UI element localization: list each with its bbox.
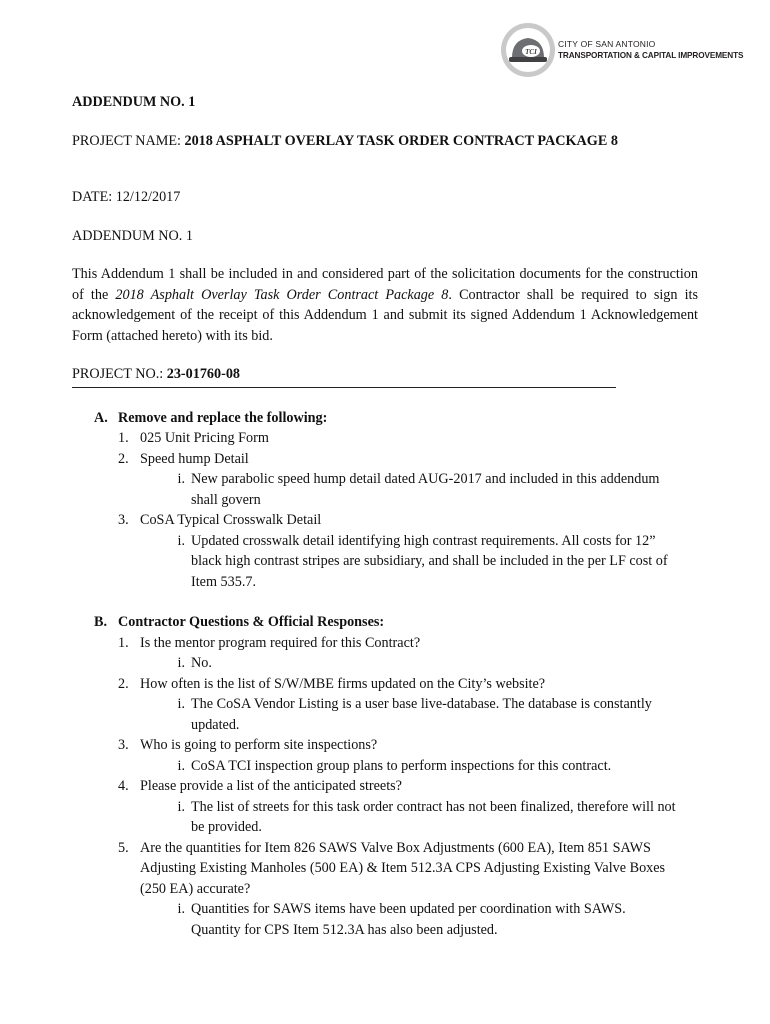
section-a-heading: Remove and replace the following: [118,409,328,426]
question-item [118,776,698,797]
question-text: Who is going to perform site inspections? [140,737,378,753]
list-item [118,510,698,531]
answer-item [166,797,698,838]
question-number: 3. [118,737,129,753]
project-number-label: PROJECT NO.: [72,366,167,382]
document-body [72,92,698,940]
sub-number: i. [177,532,185,549]
section-b-letter: B. [94,614,108,630]
answer-item [166,899,698,940]
question-text: Is the mentor program required for this Contract? [140,634,421,651]
answer-text: Quantities for SAWS items have been updated per coordination with SAWS. Quantity for CPS Item 512.3A has also been adjusted. [191,901,626,938]
logo-department: TRANSPORTATION & CAPITAL IMPROVEMENTS [558,51,744,60]
answer-number: i. [177,696,185,712]
project-number: 23-01760-08 [166,366,241,382]
question-text: Are the quantities for Item 826 SAWS Valve Box Adjustments (600 EA), Item 851 SAWS Adjusting Existing Manholes (500 EA) & Item 512.3A CPS Adjusting Existing Valve Boxes (250 EA) accurate? [140,839,666,897]
answer-number: i. [177,655,185,671]
list-text: CoSA Typical Crosswalk Detail [140,512,322,528]
addendum-subtitle: ADDENDUM NO. 1 [72,227,193,244]
section-a-letter: A. [94,409,108,426]
answer-item [166,756,698,777]
question-number: 5. [118,839,129,856]
question-number: 1. [118,634,129,651]
addendum-title: ADDENDUM NO. 1 [72,94,196,110]
intro-part-1: This Addendum 1 shall be included in and considered part of the solicitation documents for the construction of the [72,266,698,303]
section-b [94,612,698,633]
question-number: 2. [118,675,129,692]
document-date: DATE: 12/12/2017 [72,189,181,205]
logo-badge: TCI [525,48,537,56]
intro-part-2: . Contractor shall be required to sign its acknowledgement of the receipt of this Addendum 1 and submit its signed Addendum 1 Acknowledgement Form (attached hereto) with its bid. [72,286,698,344]
answer-text: CoSA TCI inspection group plans to perform inspections for this contract. [191,757,612,774]
hard-hat-logo-icon [500,22,556,78]
list-item [118,428,698,449]
section-a [94,408,698,429]
sub-number: i. [177,471,185,487]
answer-item [166,653,698,674]
sub-text: New parabolic speed hump detail dated AUG-2017 and included in this addendum shall govern [191,471,660,508]
project-name-line [72,131,698,152]
city-logo [500,22,743,78]
section-b-heading: Contractor Questions & Official Responses: [118,614,385,630]
answer-number: i. [177,757,185,774]
logo-text [558,39,743,61]
divider [72,387,616,388]
section-b-title [94,612,698,633]
project-name: 2018 ASPHALT OVERLAY TASK ORDER CONTRACT PACKAGE 8 [184,132,618,149]
intro-project-italic: 2018 Asphalt Overlay Task Order Contract Package 8 [115,286,449,303]
sub-text: Updated crosswalk detail identifying high contrast requirements. All costs for 12” black high contrast stripes are subsidiary, and shall be included in the per LF cost of Item 535.7. [191,532,668,590]
answer-item [166,694,698,735]
answer-text: No. [191,655,212,671]
question-text: How often is the list of S/W/MBE firms updated on the City’s website? [140,675,546,692]
section-a-title [94,408,698,429]
list-number: 1. [118,430,129,446]
answer-text: The list of streets for this task order contract has not been finalized, therefore will not be provided. [191,798,676,835]
question-item [118,674,698,695]
project-number-line [72,364,698,385]
list-text: Speed hump Detail [140,450,249,467]
list-item [118,449,698,470]
sub-item [166,469,698,510]
question-item [118,633,698,654]
project-name-label: PROJECT NAME: [72,132,185,149]
sub-item [166,531,698,593]
answer-number: i. [177,798,185,815]
question-number: 4. [118,778,129,794]
list-number: 3. [118,512,129,528]
answer-text: The CoSA Vendor Listing is a user base live-database. The database is constantly updated. [191,696,652,733]
intro-paragraph [72,264,698,346]
list-text: 025 Unit Pricing Form [140,430,269,446]
question-text: Please provide a list of the anticipated streets? [140,778,402,794]
question-item [118,735,698,756]
answer-number: i. [177,901,185,917]
list-number: 2. [118,450,129,467]
logo-city-name: CITY OF SAN ANTONIO [558,39,656,49]
question-item [118,838,698,900]
